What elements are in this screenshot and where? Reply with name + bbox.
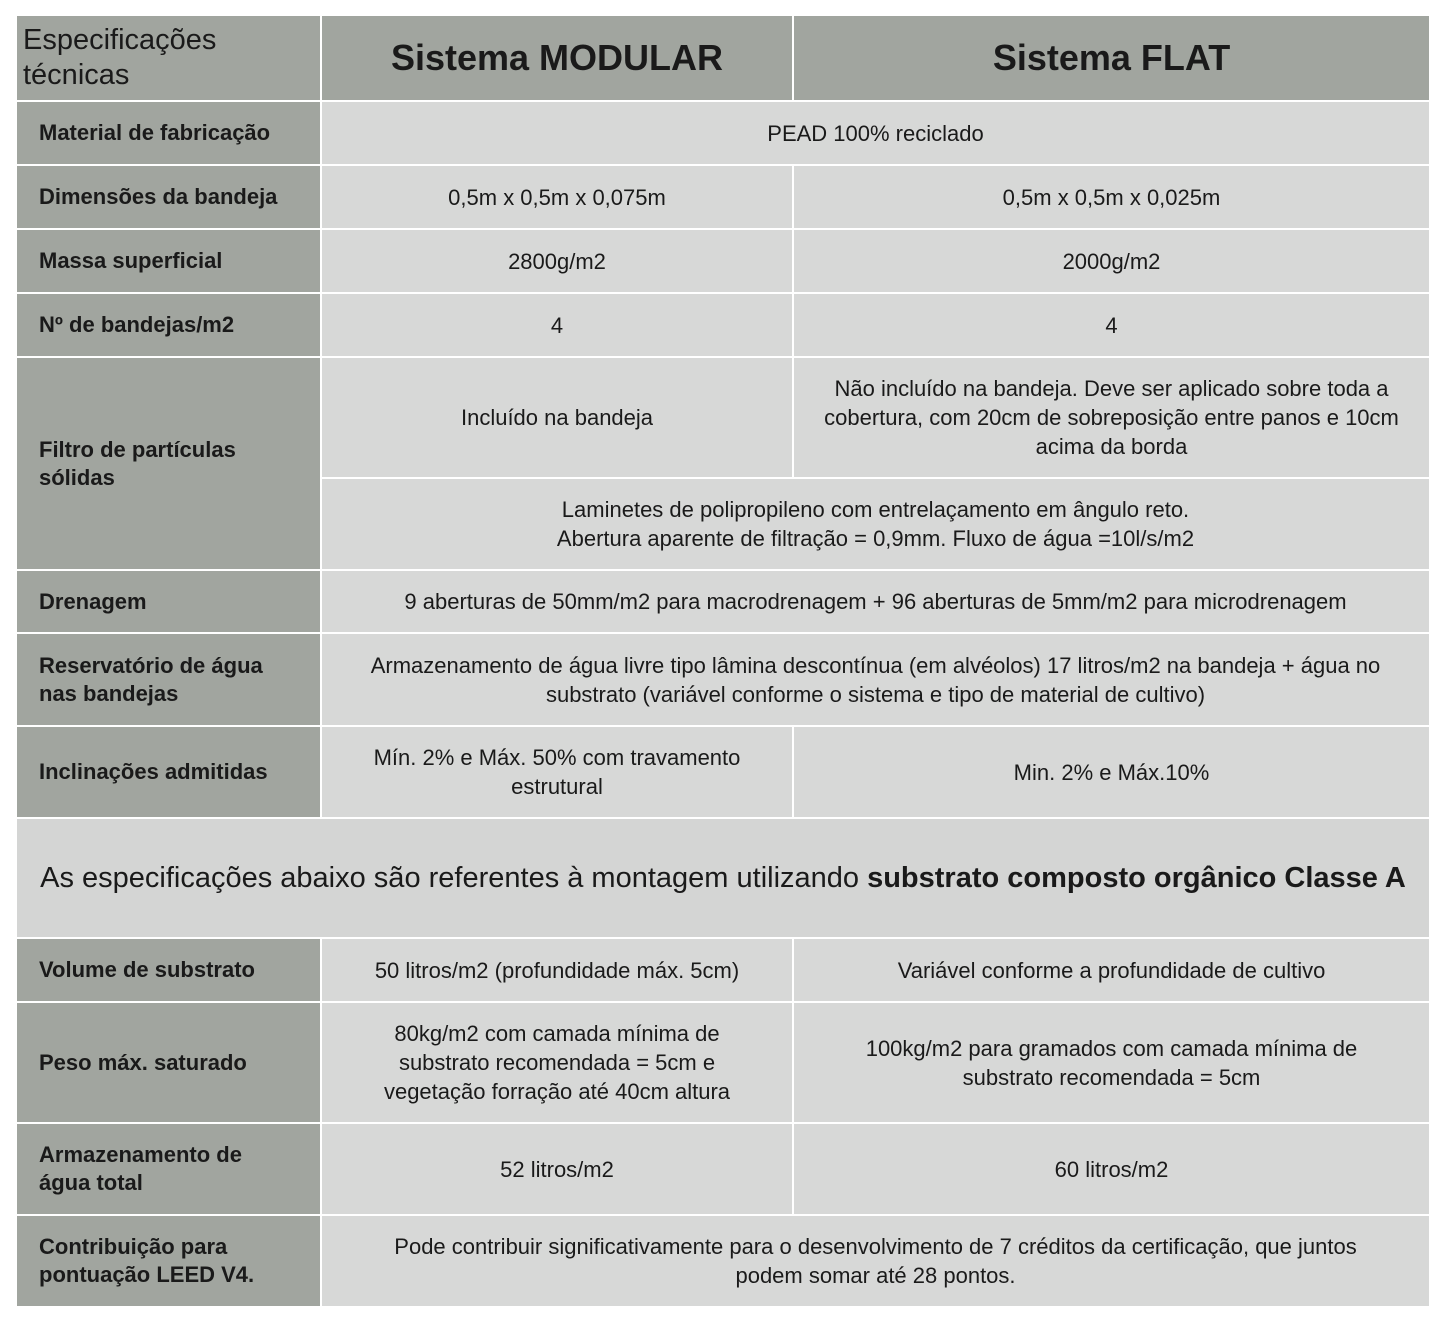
- header-modular: Sistema MODULAR: [321, 15, 793, 101]
- value-armazenamento-flat: 60 litros/m2: [793, 1123, 1430, 1215]
- specifications-table: [15, 14, 1431, 1308]
- value-inclinacoes-flat: Min. 2% e Máx.10%: [793, 726, 1430, 818]
- value-dimensoes-modular: 0,5m x 0,5m x 0,075m: [321, 165, 793, 229]
- value-reservatorio: Armazenamento de água livre tipo lâmina descontínua (em alvéolos) 17 litros/m2 na bandeja + água no substrato (variável conforme o sistema e tipo de material de cultivo): [321, 633, 1430, 726]
- row-massa: [16, 229, 1430, 293]
- label-filtro: Filtro de partículas sólidas: [16, 357, 321, 570]
- banner-text: As especificações abaixo são referentes à montagem utilizando: [40, 861, 868, 894]
- row-bandejas: [16, 293, 1430, 357]
- value-peso-modular: 80kg/m2 com camada mínima de substrato recomendada = 5cm e vegetação forração até 40cm altura: [321, 1002, 793, 1123]
- row-reservatorio: [16, 633, 1430, 726]
- value-peso-flat: 100kg/m2 para gramados com camada mínima de substrato recomendada = 5cm: [793, 1002, 1430, 1123]
- label-material: Material de fabricação: [16, 101, 321, 165]
- value-armazenamento-modular: 52 litros/m2: [321, 1123, 793, 1215]
- value-filtro-shared: [321, 478, 1430, 570]
- value-leed: Pode contribuir significativamente para o desenvolvimento de 7 créditos da certificação, que juntos podem somar até 28 pontos.: [321, 1215, 1430, 1307]
- filtro-line-1: Laminetes de polipropileno com entrelaçamento em ângulo reto.: [561, 497, 1190, 522]
- row-drenagem: [16, 570, 1430, 633]
- label-reservatorio: Reservatório de água nas bandejas: [16, 633, 321, 726]
- filtro-line-2: Abertura aparente de filtração = 0,9mm. Fluxo de água =10l/s/m2: [556, 526, 1195, 551]
- label-leed: Contribuição para pontuação LEED V4.: [16, 1215, 321, 1307]
- banner-text-bold: substrato composto orgânico Classe A: [867, 861, 1406, 894]
- label-massa: Massa superficial: [16, 229, 321, 293]
- value-volume-modular: 50 litros/m2 (profundidade máx. 5cm): [321, 938, 793, 1002]
- substrate-banner: [16, 818, 1430, 938]
- header-row: [16, 15, 1430, 101]
- label-armazenamento: Armazenamento de água total: [16, 1123, 321, 1215]
- label-bandejas: Nº de bandejas/m2: [16, 293, 321, 357]
- value-massa-modular: 2800g/m2: [321, 229, 793, 293]
- row-banner: [16, 818, 1430, 938]
- value-bandejas-flat: 4: [793, 293, 1430, 357]
- label-dimensoes: Dimensões da bandeja: [16, 165, 321, 229]
- value-inclinacoes-modular: Mín. 2% e Máx. 50% com travamento estrutural: [321, 726, 793, 818]
- row-leed: [16, 1215, 1430, 1307]
- row-filtro: [16, 357, 1430, 478]
- header-flat: Sistema FLAT: [793, 15, 1430, 101]
- row-peso: [16, 1002, 1430, 1123]
- label-inclinacoes: Inclinações admitidas: [16, 726, 321, 818]
- value-material: PEAD 100% reciclado: [321, 101, 1430, 165]
- header-corner: Especificações técnicas: [16, 15, 321, 101]
- row-inclinacoes: [16, 726, 1430, 818]
- row-dimensoes: [16, 165, 1430, 229]
- label-drenagem: Drenagem: [16, 570, 321, 633]
- row-material: [16, 101, 1430, 165]
- value-massa-flat: 2000g/m2: [793, 229, 1430, 293]
- value-dimensoes-flat: 0,5m x 0,5m x 0,025m: [793, 165, 1430, 229]
- label-volume: Volume de substrato: [16, 938, 321, 1002]
- value-filtro-modular: Incluído na bandeja: [321, 357, 793, 478]
- value-drenagem: 9 aberturas de 50mm/m2 para macrodrenagem + 96 aberturas de 5mm/m2 para microdrenagem: [321, 570, 1430, 633]
- row-armazenamento: [16, 1123, 1430, 1215]
- value-bandejas-modular: 4: [321, 293, 793, 357]
- value-filtro-flat: Não incluído na bandeja. Deve ser aplicado sobre toda a cobertura, com 20cm de sobreposição entre panos e 10cm acima da borda: [793, 357, 1430, 478]
- label-peso: Peso máx. saturado: [16, 1002, 321, 1123]
- value-volume-flat: Variável conforme a profundidade de cultivo: [793, 938, 1430, 1002]
- row-volume: [16, 938, 1430, 1002]
